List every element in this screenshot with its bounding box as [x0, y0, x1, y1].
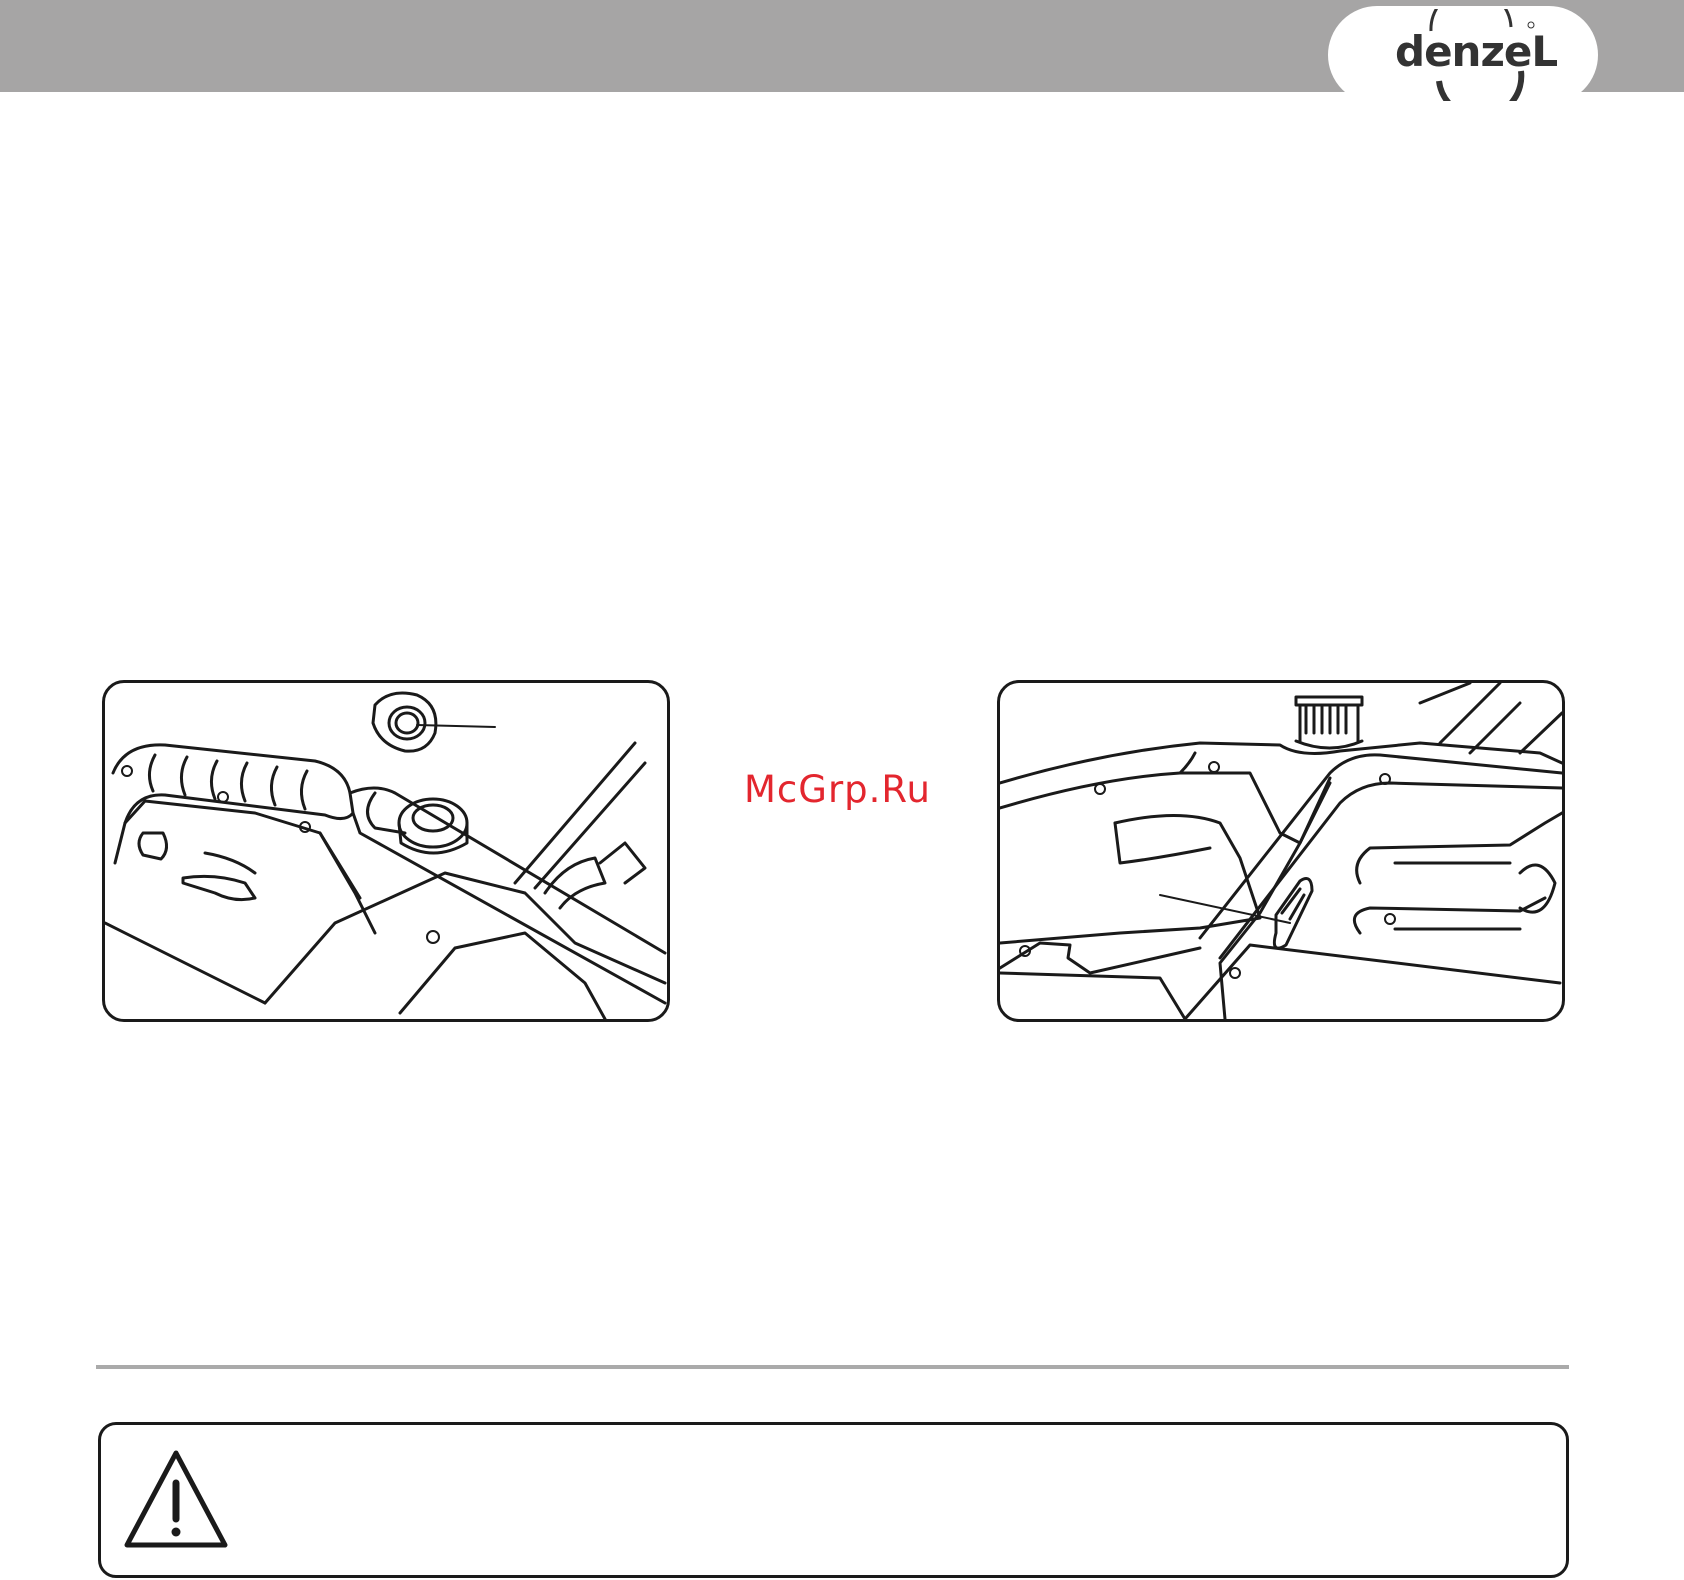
figure-right — [997, 680, 1565, 1022]
watermark-text: McGrp.Ru — [744, 768, 931, 811]
chainsaw-handle-oil-cap-illustration — [105, 683, 667, 1019]
figure-left — [102, 680, 670, 1022]
section-divider — [96, 1365, 1569, 1369]
logo-wordmark: denzeL — [1395, 27, 1558, 76]
denzel-logo — [1328, 6, 1598, 104]
warning-box — [98, 1422, 1569, 1578]
chainsaw-oil-window-illustration — [1000, 683, 1562, 1019]
warning-triangle-icon — [121, 1447, 231, 1551]
